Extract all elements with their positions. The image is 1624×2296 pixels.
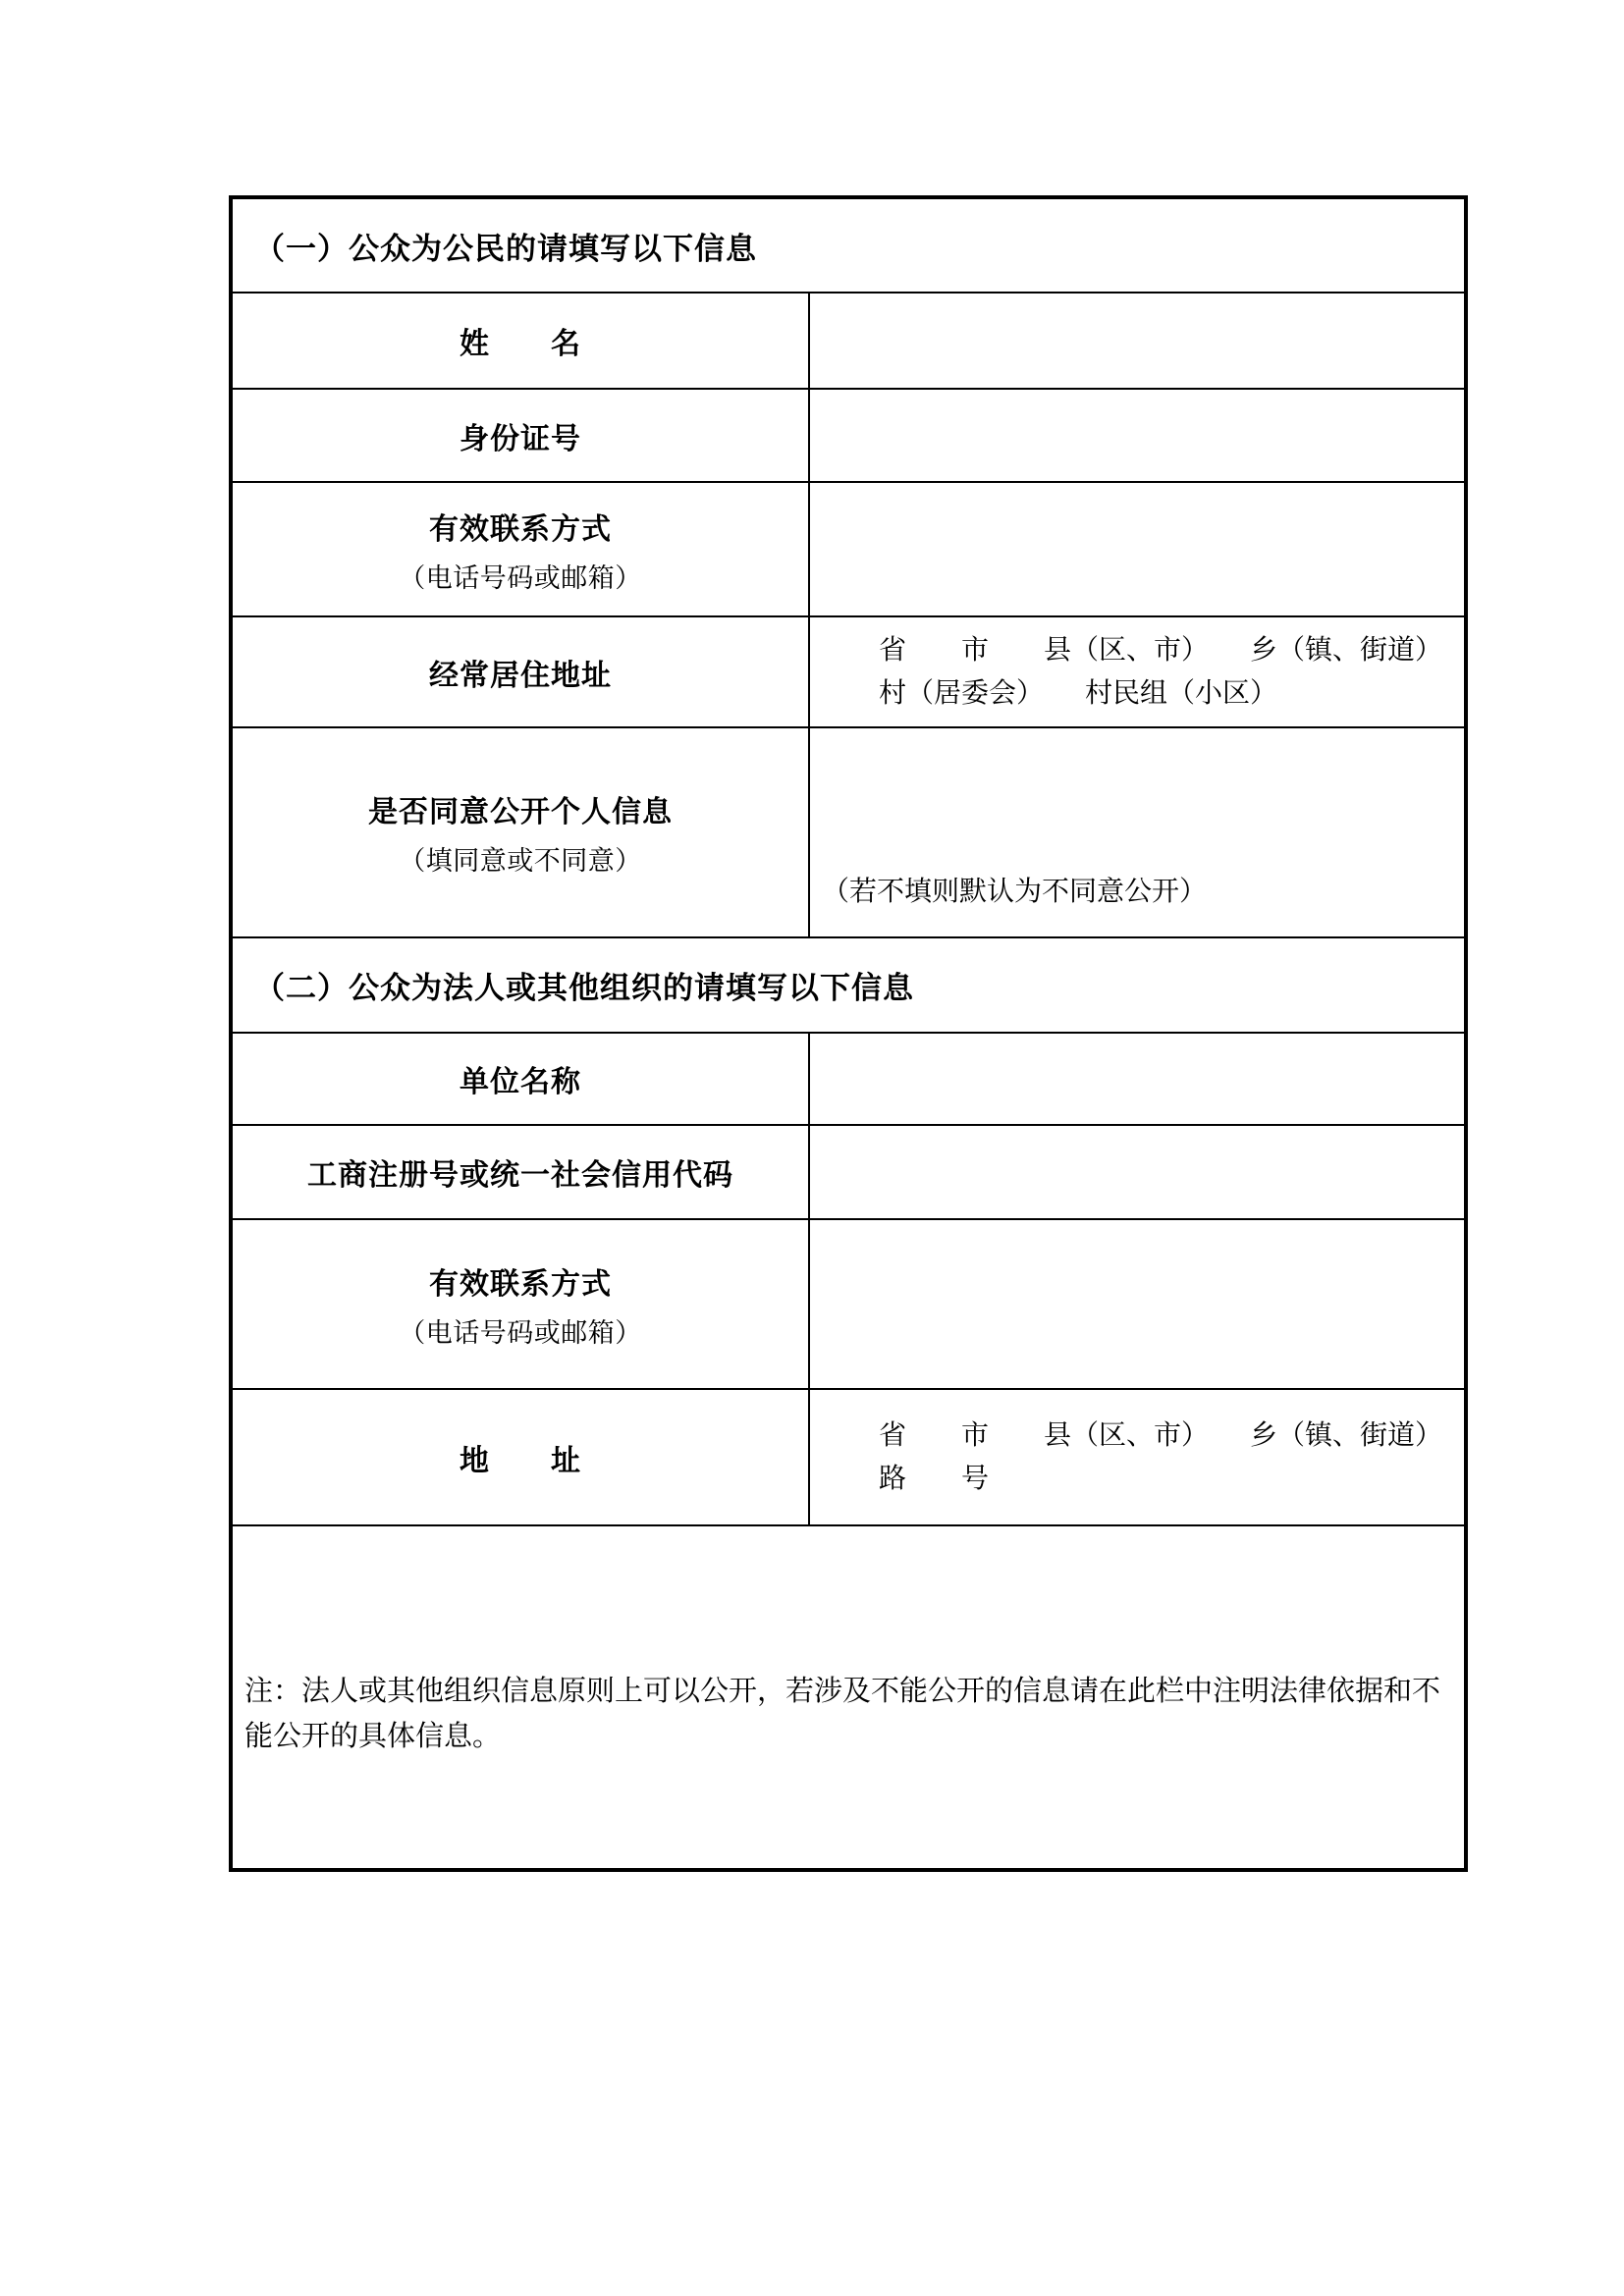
org-address-label-cell [233, 1390, 810, 1524]
row-citizen-contact [233, 483, 1464, 617]
consent-default-note: （若不填则默认为不同意公开） [822, 877, 1208, 907]
org-address-line2: 路 号 [879, 1463, 990, 1494]
org-address-value-cell [810, 1390, 1464, 1524]
section1-header: （一）公众为公民的请填写以下信息 [254, 231, 757, 266]
org-name-value-cell [810, 1034, 1464, 1124]
citizen-contact-sublabel: （电话号码或邮箱） [399, 562, 642, 593]
section1-header-row [233, 199, 1464, 294]
row-citizen-address [233, 617, 1464, 728]
org-address-placeholder [810, 1415, 1464, 1501]
org-reg-label-cell [233, 1126, 810, 1218]
citizen-address-label-cell [233, 617, 810, 726]
org-contact-label-cell [233, 1220, 810, 1388]
consent-value-cell [810, 728, 1464, 936]
row-org-reg-number [233, 1126, 1464, 1220]
org-name-label-cell [233, 1034, 810, 1124]
row-citizen-id-number [233, 390, 1464, 483]
row-org-name [233, 1034, 1464, 1126]
citizen-address-line2: 村（居委会） 村民组（小区） [879, 677, 1278, 709]
citizen-address-placeholder [810, 629, 1464, 716]
citizen-address-value-cell [810, 617, 1464, 726]
org-name-label: 单位名称 [460, 1066, 581, 1098]
org-reg-label: 工商注册号或统一社会信用代码 [307, 1159, 733, 1192]
public-info-form-table [229, 195, 1468, 1872]
citizen-id-label: 身份证号 [460, 422, 581, 455]
org-reg-value-cell [810, 1126, 1464, 1218]
row-org-contact [233, 1220, 1464, 1390]
section2-header: （二）公众为法人或其他组织的请填写以下信息 [254, 971, 914, 1005]
citizen-id-value-cell [810, 390, 1464, 481]
org-address-line1: 省 市 县（区、市） 乡（镇、街道） [879, 1419, 1443, 1451]
citizen-address-line1: 省 市 县（区、市） 乡（镇、街道） [879, 634, 1443, 666]
row-org-address [233, 1390, 1464, 1526]
row-consent [233, 728, 1464, 938]
org-contact-value-cell [810, 1220, 1464, 1388]
citizen-contact-label: 有效联系方式 [429, 512, 612, 546]
citizen-contact-label-cell [233, 483, 810, 615]
consent-label: 是否同意公开个人信息 [368, 796, 673, 828]
org-contact-label: 有效联系方式 [429, 1267, 612, 1301]
consent-label-cell [233, 728, 810, 936]
row-citizen-name [233, 294, 1464, 390]
org-address-label: 地 址 [460, 1444, 581, 1477]
citizen-id-label-cell [233, 390, 810, 481]
section2-header-row [233, 938, 1464, 1034]
citizen-address-label: 经常居住地址 [429, 659, 612, 692]
remark-cell: 注：法人或其他组织信息原则上可以公开，若涉及不能公开的信息请在此栏中注明法律依据和不能公开的具体信息。 [244, 1676, 1441, 1752]
citizen-name-label-cell [233, 294, 810, 388]
citizen-name-label: 姓 名 [460, 328, 581, 360]
citizen-contact-value-cell [810, 483, 1464, 615]
citizen-name-value-cell [810, 294, 1464, 388]
consent-sublabel: （填同意或不同意） [399, 846, 642, 876]
org-contact-sublabel: （电话号码或邮箱） [399, 1317, 642, 1348]
row-remark [233, 1526, 1464, 1868]
